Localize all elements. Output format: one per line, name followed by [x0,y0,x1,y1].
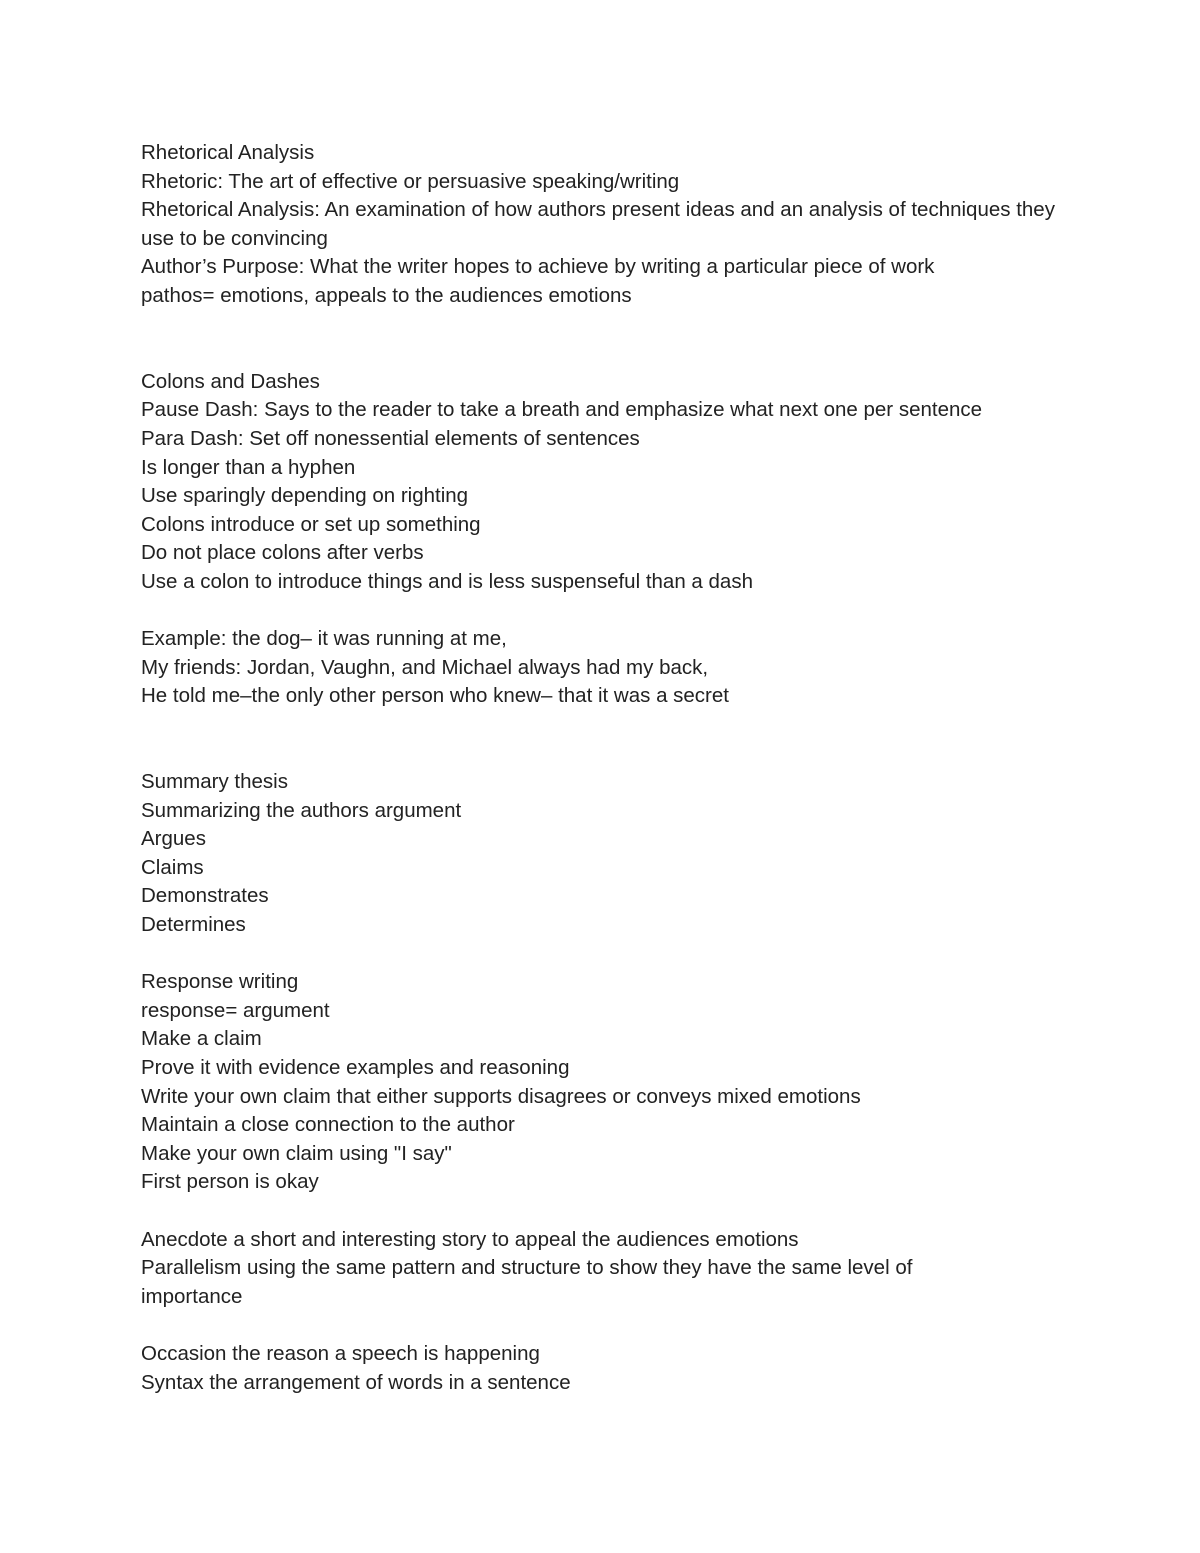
spacer [141,311,1081,340]
text-line: Pause Dash: Says to the reader to take a breath and emphasize what next one per sentence [141,398,983,422]
spacer [141,1311,1081,1340]
text-line: Author’s Purpose: What the writer hopes to achieve by writing a particular piece of work [141,255,935,279]
text-line: Prove it with evidence examples and reasoning [141,1056,570,1079]
section-heading: Colons and Dashes [141,369,320,393]
text-line: Do not place colons after verbs [141,541,424,565]
section-colons-and-dashes [141,368,1081,597]
text-line: My friends: Jordan, Vaughn, and Michael always had my back, [141,655,709,679]
text-line: Determines [141,913,246,937]
spacer [141,597,1081,626]
text-line: Rhetorical Analysis: An examination of how authors present ideas and an analysis of techniques they use to be convincing [141,198,1055,250]
spacer [141,940,1081,969]
section-heading: Rhetorical Analysis [141,141,315,164]
spacer [141,1197,1081,1226]
text-line: Make a claim [141,1027,262,1051]
text-line: Summarizing the authors argument [141,798,462,822]
text-line: Anecdote a short and interesting story to appeal the audiences emotions [141,1227,799,1251]
section-devices [141,1226,1081,1312]
text-line: Example: the dog– it was running at me, [141,627,507,651]
text-line: Claims [141,855,204,879]
text-line: First person is okay [141,1170,319,1194]
section-examples [141,625,1081,711]
text-line: Demonstrates [141,884,269,908]
text-line: Syntax the arrangement of words in a sentence [141,1370,571,1394]
text-line: response= argument [141,998,330,1022]
text-line: pathos= emotions, appeals to the audiences emotions [141,283,632,307]
spacer [141,339,1081,368]
text-line: Maintain a close connection to the author [141,1113,515,1137]
text-line: Parallelism using the same pattern and structure to show they have the same level of importance [141,1256,913,1308]
text-line: Rhetoric: The art of effective or persuasive speaking/writing [141,169,680,193]
text-line: Colons introduce or set up something [141,512,481,536]
text-line: Use a colon to introduce things and is less suspenseful than a dash [141,569,753,593]
section-summary-thesis [141,768,1081,940]
section-rhetorical-analysis [141,139,1081,311]
text-line: Use sparingly depending on righting [141,484,469,508]
text-line: Para Dash: Set off nonessential elements of sentences [141,426,640,450]
text-line: Occasion the reason a speech is happening [141,1341,540,1365]
text-line: Is longer than a hyphen [141,455,356,479]
section-response-writing [141,968,1081,1197]
text-line: Make your own claim using "I say" [141,1141,452,1165]
section-terms [141,1340,1081,1397]
text-line: Write your own claim that either supports disagrees or conveys mixed emotions [141,1084,861,1108]
section-heading: Response writing [141,970,299,994]
spacer [141,739,1081,768]
spacer [141,711,1081,740]
section-heading: Summary thesis [141,770,288,794]
document-page [141,139,1081,1397]
text-line: He told me–the only other person who knew– that it was a secret [141,684,729,708]
text-line: Argues [141,827,206,851]
